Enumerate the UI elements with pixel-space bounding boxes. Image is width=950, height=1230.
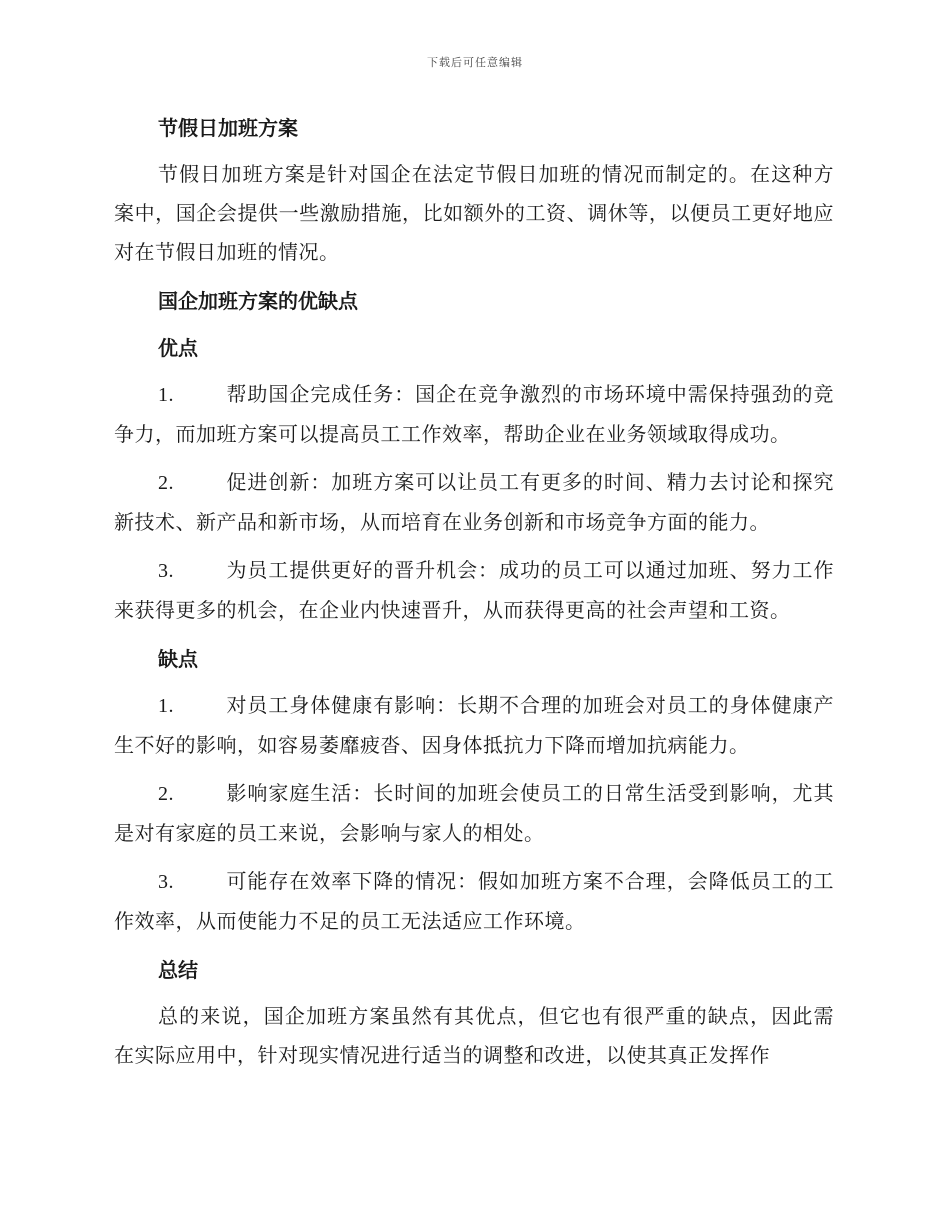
heading-pros-cons: 国企加班方案的优缺点 xyxy=(158,289,358,313)
heading-summary: 总结 xyxy=(158,958,198,982)
list-number: 2. xyxy=(158,472,174,494)
list-item-pro-2 xyxy=(114,463,834,542)
list-item-pro-1 xyxy=(114,375,834,454)
list-number: 1. xyxy=(158,384,174,406)
list-text: 帮助国企完成任务：国企在竞争激烈的市场环境中需保持强劲的竞争力，而加班方案可以提高员工工作效率，帮助企业在业务领域取得成功。 xyxy=(114,382,834,446)
header-note: 下载后可任意编辑 xyxy=(427,56,523,69)
list-number: 3. xyxy=(158,871,174,893)
list-text: 可能存在效率下降的情况：假如加班方案不合理，会降低员工的工作效率，从而使能力不足的员工无法适应工作环境。 xyxy=(114,869,834,933)
list-text: 影响家庭生活：长时间的加班会使员工的日常生活受到影响，尤其是对有家庭的员工来说，会影响与家人的相处。 xyxy=(114,781,834,845)
heading-holiday-plan: 节假日加班方案 xyxy=(158,116,298,140)
list-item-pro-3 xyxy=(114,551,834,630)
list-item-con-2 xyxy=(114,774,834,853)
paragraph-holiday-plan: 节假日加班方案是针对国企在法定节假日加班的情况而制定的。在这种方案中，国企会提供一些激励措施，比如额外的工资、调休等，以便员工更好地应对在节假日加班的情况。 xyxy=(114,162,834,264)
list-number: 2. xyxy=(158,783,174,805)
document-body xyxy=(114,108,834,1075)
list-number: 3. xyxy=(158,560,174,582)
list-text: 对员工身体健康有影响：长期不合理的加班会对员工的身体健康产生不好的影响，如容易萎靡疲沓、因身体抵抗力下降而增加抗病能力。 xyxy=(114,693,834,757)
list-number: 1. xyxy=(158,695,174,717)
list-item-con-3 xyxy=(114,862,834,941)
list-text: 为员工提供更好的晋升机会：成功的员工可以通过加班、努力工作来获得更多的机会，在企业内快速晋升，从而获得更高的社会声望和工资。 xyxy=(114,558,834,622)
list-item-con-1 xyxy=(114,686,834,765)
paragraph-summary: 总的来说，国企加班方案虽然有其优点，但它也有很严重的缺点，因此需在实际应用中，针对现实情况进行适当的调整和改进，以使其真正发挥作 xyxy=(114,1004,834,1067)
heading-cons: 缺点 xyxy=(158,647,198,671)
list-text: 促进创新：加班方案可以让员工有更多的时间、精力去讨论和探究新技术、新产品和新市场，从而培育在业务创新和市场竞争方面的能力。 xyxy=(114,470,834,534)
heading-pros: 优点 xyxy=(158,336,198,360)
